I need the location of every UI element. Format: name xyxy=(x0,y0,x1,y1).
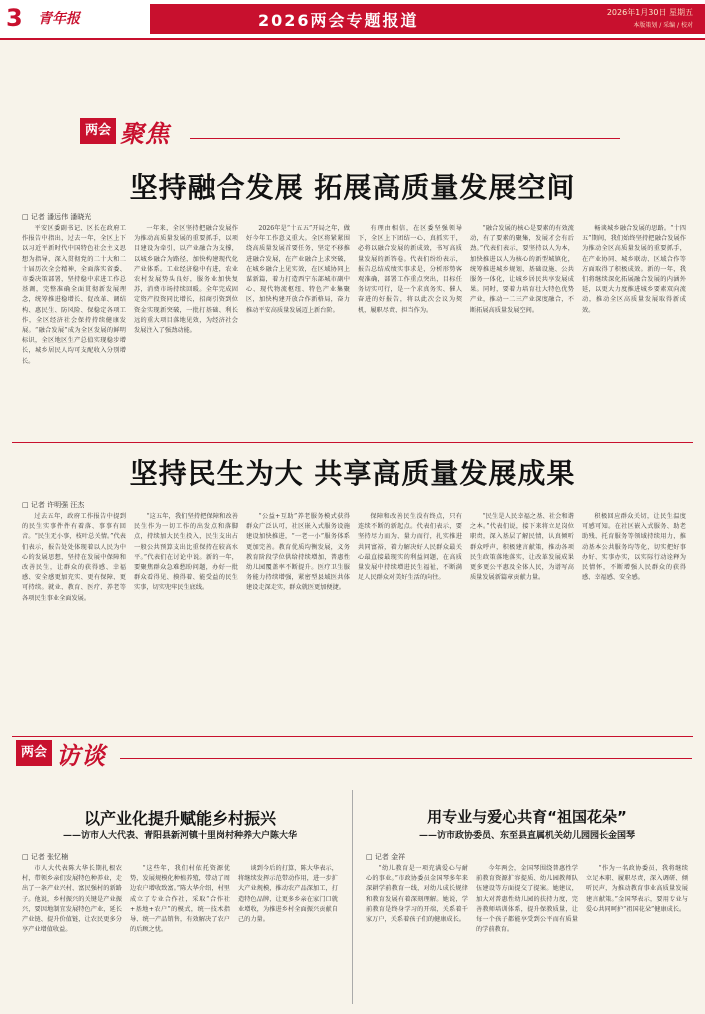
article-2-paragraph: 过去五年，政府工作报告中提到的民生实事件件有着落、事事有回音。“民生无小事，枝叶总关情。”代表们表示，报告处处体现着以人民为中心的发展思想，坚持在发展中保障和改善民生，让群众的获得感、幸福感、安全感更加充实、更有保障、更可持续。就业、教育、医疗、养老等各项民生事业全面发展。 xyxy=(22,513,126,602)
page-number: 3 xyxy=(6,4,23,32)
interview-right-deck: ——访市政协委员、东至县直属机关幼儿园园长金国琴 xyxy=(418,831,635,841)
article-1-col-5 xyxy=(470,224,574,438)
page-header xyxy=(0,0,705,38)
badge-label-lianghui: 两会 xyxy=(16,740,52,766)
byline-4: □ 记者 金祥 xyxy=(366,853,406,861)
interview-left-deck: ——访市人大代表、青阳县新河镇十里岗村种养大户陈大华 xyxy=(62,831,297,841)
article-1-paragraph: “融合发展的核心是要素的有效流动，有了要素的聚集，发展才会有后劲。”代表们表示，要坚持以人为本，加快推进以人为核心的新型城镇化，统筹推进城乡规划、基础设施、公共服务一体化，让城乡居民共享发展成果。同时，要着力培育壮大特色优势产业，推动一二三产业深度融合，不断拓展高质量发展空间。 xyxy=(470,225,574,314)
section-badge-focus xyxy=(80,118,171,148)
badge-rule xyxy=(120,758,692,759)
byline-3: □ 记者 张忆楠 xyxy=(22,853,69,861)
interview-right-col-1 xyxy=(366,864,468,1006)
interview-right-paragraph: “幼儿教育是一项充满爱心与耐心的事业。”市政协委员金国琴多年来深耕学前教育一线，对幼儿成长规律和教育发展有着深刻理解。她说，学前教育是终身学习的开端，关系着千家万户，关系着孩子们的健康成长。 xyxy=(366,865,468,924)
interview-right-col-2 xyxy=(476,864,578,1006)
headline-2: 坚持民生为大 共享高质量发展成果 xyxy=(129,457,576,490)
interview-right-paragraph: “作为一名政协委员，我将继续立足本职、履职尽责，深入调研、倾听民声，为推动教育事业高质量发展建言献策。”金国琴表示，要用专业与爱心共同呵护“祖国花朵”健康成长。 xyxy=(586,865,688,913)
section-badge-interview xyxy=(16,740,107,770)
interview-right-columns xyxy=(366,864,688,1006)
interview-left-col-2 xyxy=(130,864,230,1006)
badge-label-interview: 访谈 xyxy=(56,740,107,770)
article-1-paragraph: 有理由相信，在区委坚强领导下，全区上下团结一心、真抓实干，必将以融合发展的新成效，书写高质量发展的新答卷。代表们纷纷表示，报告总结成绩实事求是，分析形势客观准确，部署工作重点突出，目标任务切实可行，是一个求真务实、催人奋进的好报告，将以此次会议为契机，履职尽责、担当作为。 xyxy=(358,225,462,314)
article-2-paragraph: “公益+互助”养老服务模式获得群众广泛认可，社区嵌入式服务设施建设加快推进，“一老一小”服务体系更加完善。教育优质均衡发展，义务教育阶段学位供给持续增加，普惠性幼儿园覆盖率不断提升。医疗卫生服务能力持续增强，紧密型县域医共体建设走深走实，群众就医更加便捷。 xyxy=(246,513,350,592)
interview-left-headline: 以产业化提升赋能乡村振兴 xyxy=(83,809,276,828)
badge-label-lianghui: 两会 xyxy=(80,118,116,144)
interview-left-paragraph: “这些年，我们村依托资源优势，发展规模化种植养殖，带动了周边农户增收致富。”陈大华介绍，村里成立了专业合作社，采取“合作社+基地+农户”的模式，统一技术指导、统一产品销售，有效解决了农户的后顾之忧。 xyxy=(130,865,230,934)
article-1-paragraph: 畅谈城乡融合发展的思路。“十四五”期间，我们始终坚持把融合发展作为推动全区高质量发展的重要抓手，在产业协同、城乡联动、区域合作等方面取得了积极成效。新的一年，我们将继续深化拓展融合发展的内涵外延，以更大力度推进城乡要素双向流动，推动全区高质量发展取得新成效。 xyxy=(582,225,686,314)
article-2-col-2 xyxy=(134,512,238,732)
byline-2: □ 记者 许明强 汪杰 xyxy=(22,501,85,509)
interview-left-col-3 xyxy=(238,864,338,1006)
article-1-paragraph: 平安区委副书记、区长在政府工作报告中指出，过去一年，全区上下以习近平新时代中国特色社会主义思想为指导，深入贯彻党的二十大和二十届历次全会精神，全面落实省委、市委决策部署，坚持稳中求进工作总基调，完整准确全面贯彻新发展理念，统筹推进稳增长、促改革、调结构、惠民生、防风险、保稳定各项工作，全区经济社会保持持续健康发展。“融合发展”成为全区发展的鲜明标识，全区地区生产总值实现稳步增长，城乡居民人均可支配收入分别增长。 xyxy=(22,225,126,365)
article-2-paragraph: “这五年，我们坚持把保障和改善民生作为一切工作的出发点和落脚点，持续加大民生投入，民生支出占一般公共预算支出比重保持在较高水平。”代表们在讨论中说。新的一年，要聚焦群众急难愁盼问题，办好一批群众看得见、摸得着、能受益的民生实事，切实兜牢民生底线。 xyxy=(134,513,238,592)
interview-left-col-1 xyxy=(22,864,122,1006)
article-1-paragraph: 2026年是“十五五”开局之年，做好今年工作意义重大。全区将紧紧围绕高质量发展首要任务，坚定不移推进融合发展，在产业融合上求突破，在城乡融合上见实效，在区域协同上谋新篇，着力打造西宁东部城市副中心、现代物流枢纽、特色产业集聚区，加快构建开放合作新格局，奋力推动平安高质量发展迈上新台阶。 xyxy=(246,225,350,314)
byline-1: □ 记者 潘远伟 潘晓光 xyxy=(22,213,92,221)
interview-right-col-3 xyxy=(586,864,688,1006)
header-title: 2026两会专题报道 xyxy=(258,11,419,30)
article-1-paragraph: 一年来，全区坚持把融合发展作为推动高质量发展的重要抓手，以项目建设为牵引，以产业融合为支撑，以城乡融合为路径，加快构建现代化产业体系。工业经济稳中有进，农业农村发展势头良好，服务业加快复苏，消费市场持续回暖。全年完成固定资产投资同比增长，招商引资到位资金实现新突破，一批打基础、利长远的重大项目落地见效，为经济社会发展注入了强劲动能。 xyxy=(134,225,238,335)
interview-right-paragraph: 今年两会，金国琴围绕普惠性学前教育资源扩容提质、幼儿园教师队伍建设等方面提交了提案。她建议，加大对普惠性幼儿园的扶持力度，完善教师培训体系，提升保教质量，让每一个孩子都能享受到公平而有质量的学前教育。 xyxy=(476,865,578,934)
badge-rule xyxy=(190,138,620,139)
article-1-col-2 xyxy=(134,224,238,438)
headline-1: 坚持融合发展 拓展高质量发展空间 xyxy=(129,171,576,204)
badge-label-focus: 聚焦 xyxy=(120,118,171,148)
header-rule xyxy=(0,38,705,40)
interview-right-headline: 用专业与爱心共育“祖国花朵” xyxy=(427,808,627,826)
article-1-col-1 xyxy=(22,224,126,438)
article-2-col-3 xyxy=(246,512,350,732)
section-divider-1 xyxy=(12,442,693,443)
article-1-col-6 xyxy=(582,224,686,438)
article-2-col-6 xyxy=(582,512,686,732)
article-1-columns xyxy=(22,224,688,438)
article-2-paragraph: 保障和改善民生没有终点，只有连续不断的新起点。代表们表示，要坚持尽力而为、量力而行，扎实推进共同富裕，着力解决好人民群众最关心最直接最现实的利益问题，在高质量发展中持续增进民生福祉，不断满足人民群众对美好生活的向往。 xyxy=(358,513,462,582)
interview-left-paragraph: 市人大代表陈大华长期扎根农村，带领乡亲们发展特色种养业，走出了一条产业兴村、富民强村的新路子。他说，乡村振兴的关键是产业振兴，要因地制宜发展特色产业，延长产业链、提升价值链，让农民更多分享产业增值收益。 xyxy=(22,865,122,934)
article-2-columns xyxy=(22,512,688,732)
interview-left-paragraph: 谈到今后的打算，陈大华表示，将继续发挥示范带动作用，进一步扩大产业规模，推动农产品深加工，打造特色品牌，让更多乡亲在家门口就业增收，为推进乡村全面振兴贡献自己的力量。 xyxy=(238,865,338,924)
header-staff: 本版策划 / 采编 / 校对 xyxy=(633,22,693,29)
article-2-col-5 xyxy=(470,512,574,732)
section-divider-2 xyxy=(12,736,693,737)
header-date: 2026年1月30日 星期五 xyxy=(606,8,693,17)
article-2-col-1 xyxy=(22,512,126,732)
article-2-paragraph: 积极回应群众关切，让民生温度可感可知。在社区嵌入式服务、助老助残、托育服务等领域持续用力，推动基本公共服务均等化，切实把好事办好、实事办实，以实际行动诠释为民情怀，不断增强人民群众的获得感、幸福感、安全感。 xyxy=(582,513,686,582)
interview-divider xyxy=(352,790,353,1004)
newspaper-logo: 青年报 xyxy=(38,11,80,27)
header-band xyxy=(150,4,705,34)
article-2-paragraph: “民生是人民幸福之基、社会和谐之本。”代表们说，接下来将立足岗位职责，深入基层了解民情，认真倾听群众呼声，积极建言献策，推动各项民生政策落地落实，让改革发展成果更多更公平惠及全体人民，为谱写高质量发展新篇章贡献力量。 xyxy=(470,513,574,582)
interview-left-columns xyxy=(22,864,340,1006)
article-1-col-4 xyxy=(358,224,462,438)
article-2-col-4 xyxy=(358,512,462,732)
article-1-col-3 xyxy=(246,224,350,438)
